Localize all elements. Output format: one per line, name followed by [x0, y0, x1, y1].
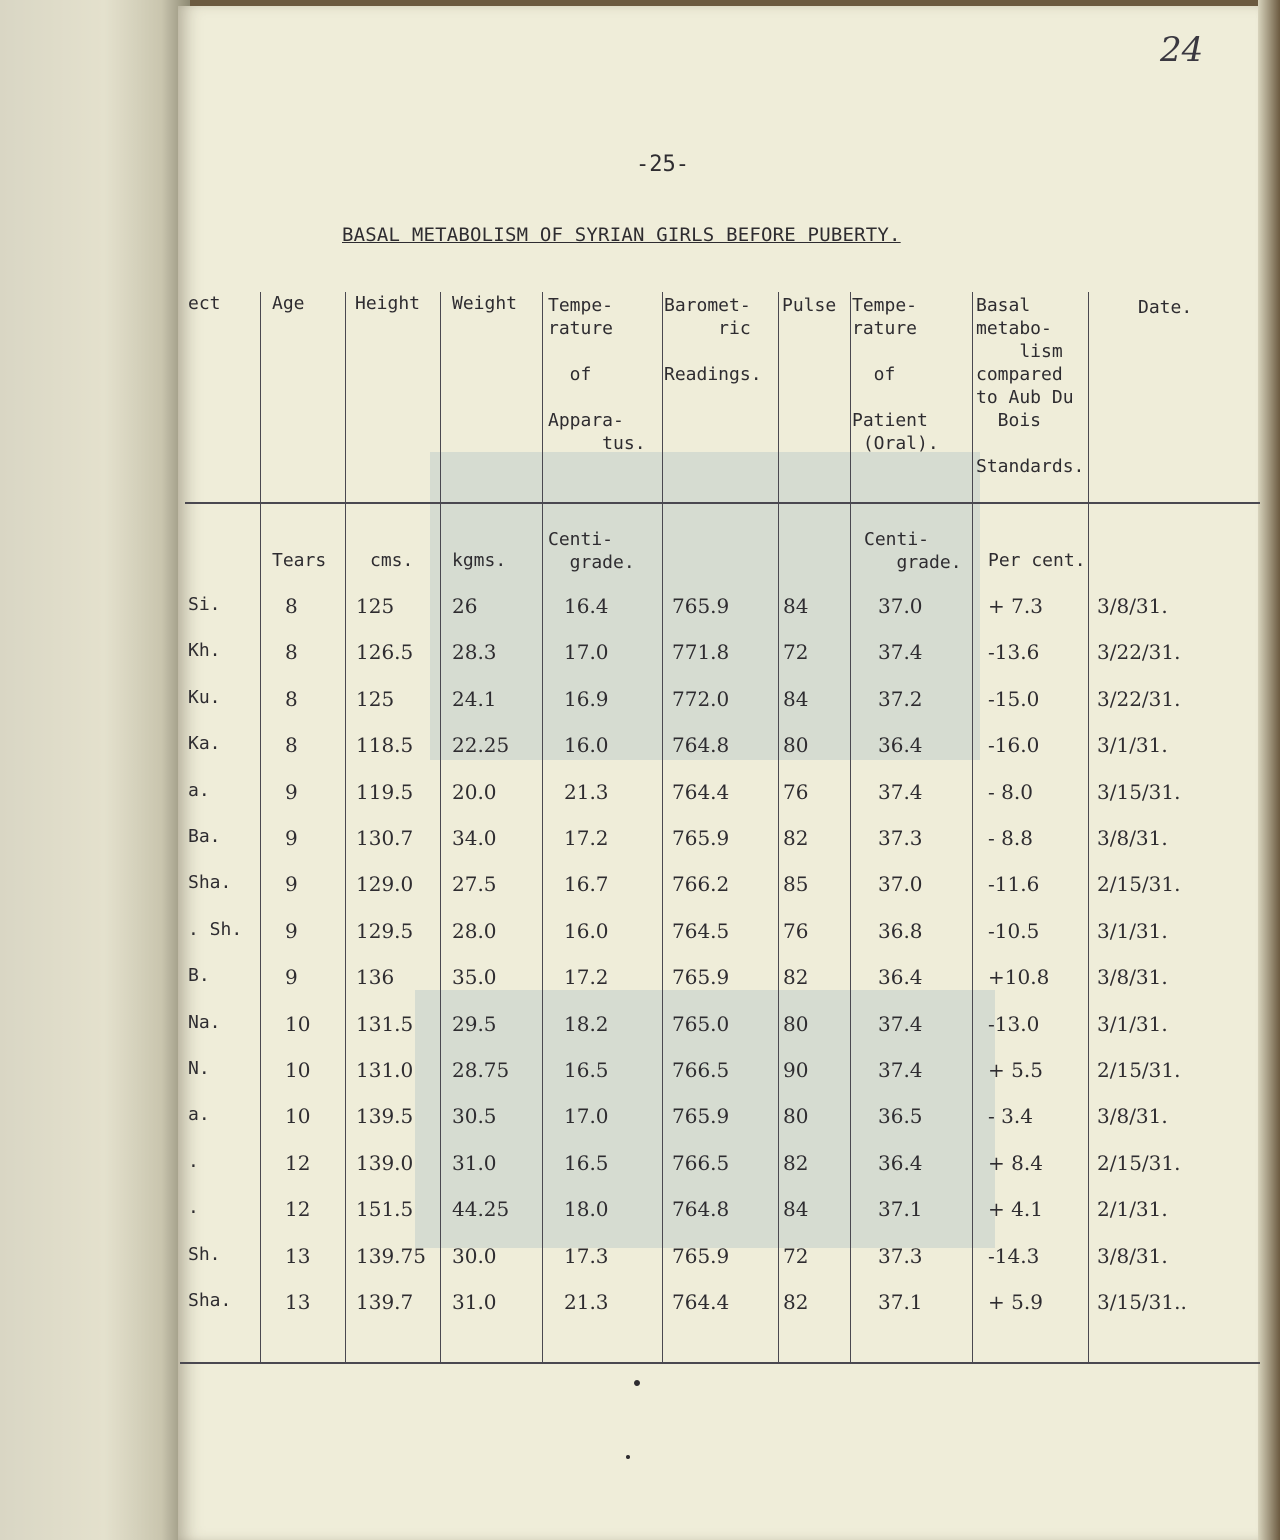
- cell-age: 8: [285, 687, 298, 711]
- cell-weight: 27.5: [452, 872, 497, 896]
- header-rule: [185, 502, 1260, 504]
- cell-baro: 764.8: [672, 733, 730, 757]
- cell-age: 9: [285, 872, 298, 896]
- cell-subject: Na.: [188, 1012, 221, 1033]
- cell-subject: Ba.: [188, 826, 221, 847]
- cell-weight: 34.0: [452, 826, 497, 850]
- cell-pulse: 80: [783, 733, 809, 757]
- cell-temp-pat: 36.4: [878, 965, 923, 989]
- cell-weight: 30.5: [452, 1104, 497, 1128]
- column-rule: [345, 292, 346, 1362]
- cell-subject: . Sh.: [188, 919, 243, 940]
- cell-baro: 772.0: [672, 687, 730, 711]
- cell-temp-pat: 36.5: [878, 1104, 923, 1128]
- cell-weight: 31.0: [452, 1151, 497, 1175]
- cell-date: 3/8/31.: [1097, 965, 1168, 989]
- handwritten-page-number: 24: [1160, 30, 1204, 70]
- cell-date: 3/8/31.: [1097, 594, 1168, 618]
- cell-baro: 766.5: [672, 1058, 730, 1082]
- cell-baro: 771.8: [672, 640, 730, 664]
- cell-age: 9: [285, 780, 298, 804]
- cell-basal: + 7.3: [988, 594, 1043, 618]
- cell-pulse: 72: [783, 640, 809, 664]
- cell-baro: 765.9: [672, 594, 730, 618]
- cell-basal: -15.0: [988, 687, 1040, 711]
- header-height: Height: [355, 293, 421, 314]
- cell-temp-pat: 37.4: [878, 780, 923, 804]
- cell-basal: - 8.0: [988, 780, 1033, 804]
- cell-baro: 764.4: [672, 780, 730, 804]
- cell-subject: B.: [188, 965, 210, 986]
- cell-subject: a.: [188, 1104, 210, 1125]
- cell-basal: -13.0: [988, 1012, 1040, 1036]
- cell-baro: 765.9: [672, 1104, 730, 1128]
- cell-height: 136: [356, 965, 395, 989]
- header-barometric: Baromet- ric Readings.: [664, 295, 762, 385]
- cell-basal: - 8.8: [988, 826, 1033, 850]
- cell-date: 3/1/31.: [1097, 1012, 1168, 1036]
- cell-temp-app: 16.5: [564, 1151, 609, 1175]
- page-edge: [1258, 0, 1280, 1540]
- cell-temp-app: 16.4: [564, 594, 609, 618]
- header-subject: ect: [188, 293, 221, 314]
- cell-subject: Sha.: [188, 872, 232, 893]
- column-rule: [662, 292, 663, 1362]
- cell-date: 3/8/31.: [1097, 826, 1168, 850]
- cell-pulse: 82: [783, 826, 809, 850]
- cell-weight: 26: [452, 594, 478, 618]
- cell-basal: -10.5: [988, 919, 1040, 943]
- cell-temp-app: 18.0: [564, 1197, 609, 1221]
- cell-date: 2/15/31.: [1097, 1058, 1181, 1082]
- cell-height: 126.5: [356, 640, 414, 664]
- cell-age: 13: [285, 1290, 311, 1314]
- unit-height: cms.: [370, 550, 414, 571]
- cell-temp-app: 21.3: [564, 780, 609, 804]
- cell-pulse: 84: [783, 594, 809, 618]
- cell-pulse: 82: [783, 965, 809, 989]
- cell-weight: 28.3: [452, 640, 497, 664]
- cell-date: 3/8/31.: [1097, 1244, 1168, 1268]
- cell-date: 3/8/31.: [1097, 1104, 1168, 1128]
- cell-pulse: 82: [783, 1290, 809, 1314]
- cell-age: 8: [285, 733, 298, 757]
- cell-temp-pat: 36.4: [878, 1151, 923, 1175]
- header-age: Age: [272, 293, 305, 314]
- column-rule: [972, 292, 973, 1362]
- cell-temp-pat: 37.0: [878, 594, 923, 618]
- cell-basal: -13.6: [988, 640, 1040, 664]
- cell-height: 125: [356, 594, 395, 618]
- cell-height: 129.0: [356, 872, 414, 896]
- column-rule: [440, 292, 441, 1362]
- cell-subject: a.: [188, 780, 210, 801]
- cell-temp-pat: 36.8: [878, 919, 923, 943]
- cell-basal: - 3.4: [988, 1104, 1033, 1128]
- cell-baro: 764.5: [672, 919, 730, 943]
- cell-basal: + 4.1: [988, 1197, 1043, 1221]
- cell-temp-pat: 37.2: [878, 687, 923, 711]
- cell-date: 3/15/31.: [1097, 780, 1181, 804]
- cell-basal: -11.6: [988, 872, 1040, 896]
- cell-basal: + 5.5: [988, 1058, 1043, 1082]
- cell-subject: Sha.: [188, 1290, 232, 1311]
- cell-basal: + 8.4: [988, 1151, 1043, 1175]
- cell-baro: 765.9: [672, 1244, 730, 1268]
- column-rule: [1088, 292, 1089, 1362]
- column-rule: [850, 292, 851, 1362]
- cell-age: 9: [285, 965, 298, 989]
- page-dot: [626, 1455, 630, 1459]
- facing-page: [0, 0, 190, 1540]
- cell-temp-pat: 37.1: [878, 1197, 923, 1221]
- cell-weight: 24.1: [452, 687, 497, 711]
- cell-basal: + 5.9: [988, 1290, 1043, 1314]
- cell-baro: 764.4: [672, 1290, 730, 1314]
- cell-temp-app: 17.2: [564, 826, 609, 850]
- cell-temp-pat: 37.1: [878, 1290, 923, 1314]
- unit-weight: kgms.: [452, 550, 507, 571]
- unit-temperature-apparatus: Centi- grade.: [548, 529, 635, 573]
- cell-pulse: 80: [783, 1104, 809, 1128]
- cell-weight: 29.5: [452, 1012, 497, 1036]
- cell-temp-app: 16.9: [564, 687, 609, 711]
- cell-age: 9: [285, 919, 298, 943]
- cell-subject: Ka.: [188, 733, 221, 754]
- cell-pulse: 80: [783, 1012, 809, 1036]
- cell-pulse: 85: [783, 872, 809, 896]
- cell-height: 131.0: [356, 1058, 414, 1082]
- header-temperature-apparatus: Tempe- rature of Appara- tus.: [548, 295, 646, 454]
- cell-subject: Ku.: [188, 687, 221, 708]
- cell-height: 151.5: [356, 1197, 414, 1221]
- cell-age: 8: [285, 594, 298, 618]
- cell-height: 118.5: [356, 733, 414, 757]
- unit-temperature-patient: Centi- grade.: [864, 529, 962, 573]
- cell-pulse: 76: [783, 780, 809, 804]
- cell-height: 130.7: [356, 826, 414, 850]
- cell-age: 10: [285, 1058, 311, 1082]
- header-weight: Weight: [452, 293, 518, 314]
- cell-date: 3/1/31.: [1097, 733, 1168, 757]
- cell-age: 10: [285, 1012, 311, 1036]
- cell-baro: 766.2: [672, 872, 730, 896]
- cell-subject: .: [188, 1197, 199, 1218]
- page-dot: [634, 1380, 640, 1386]
- cell-weight: 30.0: [452, 1244, 497, 1268]
- cell-height: 139.75: [356, 1244, 426, 1268]
- cell-weight: 31.0: [452, 1290, 497, 1314]
- cell-age: 13: [285, 1244, 311, 1268]
- cell-subject: N.: [188, 1058, 210, 1079]
- cell-weight: 44.25: [452, 1197, 510, 1221]
- header-date: Date.: [1138, 297, 1193, 318]
- cell-temp-app: 16.7: [564, 872, 609, 896]
- cell-temp-app: 17.3: [564, 1244, 609, 1268]
- column-rule: [542, 292, 543, 1362]
- cell-subject: Si.: [188, 594, 221, 615]
- cell-height: 125: [356, 687, 395, 711]
- cell-weight: 28.75: [452, 1058, 510, 1082]
- cell-pulse: 76: [783, 919, 809, 943]
- cell-temp-app: 16.5: [564, 1058, 609, 1082]
- cell-date: 3/22/31.: [1097, 640, 1181, 664]
- cell-pulse: 82: [783, 1151, 809, 1175]
- column-rule: [778, 292, 779, 1362]
- cell-date: 3/22/31.: [1097, 687, 1181, 711]
- cell-temp-pat: 37.3: [878, 826, 923, 850]
- unit-age: Tears: [272, 550, 327, 571]
- cell-temp-app: 16.0: [564, 919, 609, 943]
- cell-height: 119.5: [356, 780, 414, 804]
- cell-baro: 764.8: [672, 1197, 730, 1221]
- cell-temp-pat: 37.3: [878, 1244, 923, 1268]
- cell-temp-app: 17.0: [564, 1104, 609, 1128]
- cell-baro: 765.0: [672, 1012, 730, 1036]
- cell-age: 8: [285, 640, 298, 664]
- cell-height: 139.5: [356, 1104, 414, 1128]
- typed-page-number: -25-: [636, 152, 689, 177]
- cell-baro: 766.5: [672, 1151, 730, 1175]
- bottom-rule: [180, 1362, 1260, 1364]
- cell-temp-pat: 36.4: [878, 733, 923, 757]
- cell-weight: 22.25: [452, 733, 510, 757]
- cell-date: 2/1/31.: [1097, 1197, 1168, 1221]
- cell-temp-pat: 37.0: [878, 872, 923, 896]
- cell-height: 131.5: [356, 1012, 414, 1036]
- cell-date: 3/15/31..: [1097, 1290, 1187, 1314]
- cell-pulse: 84: [783, 1197, 809, 1221]
- cell-weight: 28.0: [452, 919, 497, 943]
- header-basal-metabolism: Basal metabo- lism compared to Aub Du Bois Standards.: [976, 295, 1085, 477]
- cell-temp-pat: 37.4: [878, 1012, 923, 1036]
- header-pulse: Pulse: [782, 295, 837, 316]
- cell-date: 2/15/31.: [1097, 872, 1181, 896]
- cell-basal: +10.8: [988, 965, 1050, 989]
- cell-pulse: 90: [783, 1058, 809, 1082]
- cell-temp-app: 21.3: [564, 1290, 609, 1314]
- cell-baro: 765.9: [672, 965, 730, 989]
- cell-subject: Sh.: [188, 1244, 221, 1265]
- column-rule: [260, 292, 261, 1362]
- cell-subject: .: [188, 1151, 199, 1172]
- cell-temp-app: 18.2: [564, 1012, 609, 1036]
- cell-baro: 765.9: [672, 826, 730, 850]
- cell-basal: -16.0: [988, 733, 1040, 757]
- cell-date: 2/15/31.: [1097, 1151, 1181, 1175]
- cell-basal: -14.3: [988, 1244, 1040, 1268]
- cell-height: 139.0: [356, 1151, 414, 1175]
- cell-height: 129.5: [356, 919, 414, 943]
- header-temperature-patient: Tempe- rature of Patient (Oral).: [852, 295, 939, 454]
- cell-weight: 20.0: [452, 780, 497, 804]
- cell-age: 10: [285, 1104, 311, 1128]
- cell-subject: Kh.: [188, 640, 221, 661]
- cell-temp-pat: 37.4: [878, 1058, 923, 1082]
- table-title: BASAL METABOLISM OF SYRIAN GIRLS BEFORE PUBERTY.: [342, 224, 901, 246]
- cell-weight: 35.0: [452, 965, 497, 989]
- cell-height: 139.7: [356, 1290, 414, 1314]
- cell-age: 12: [285, 1197, 311, 1221]
- cell-pulse: 84: [783, 687, 809, 711]
- cell-temp-app: 17.0: [564, 640, 609, 664]
- cell-temp-app: 16.0: [564, 733, 609, 757]
- cell-age: 12: [285, 1151, 311, 1175]
- cell-temp-app: 17.2: [564, 965, 609, 989]
- cell-date: 3/1/31.: [1097, 919, 1168, 943]
- unit-basal: Per cent.: [988, 550, 1086, 571]
- cell-pulse: 72: [783, 1244, 809, 1268]
- cell-temp-pat: 37.4: [878, 640, 923, 664]
- cell-age: 9: [285, 826, 298, 850]
